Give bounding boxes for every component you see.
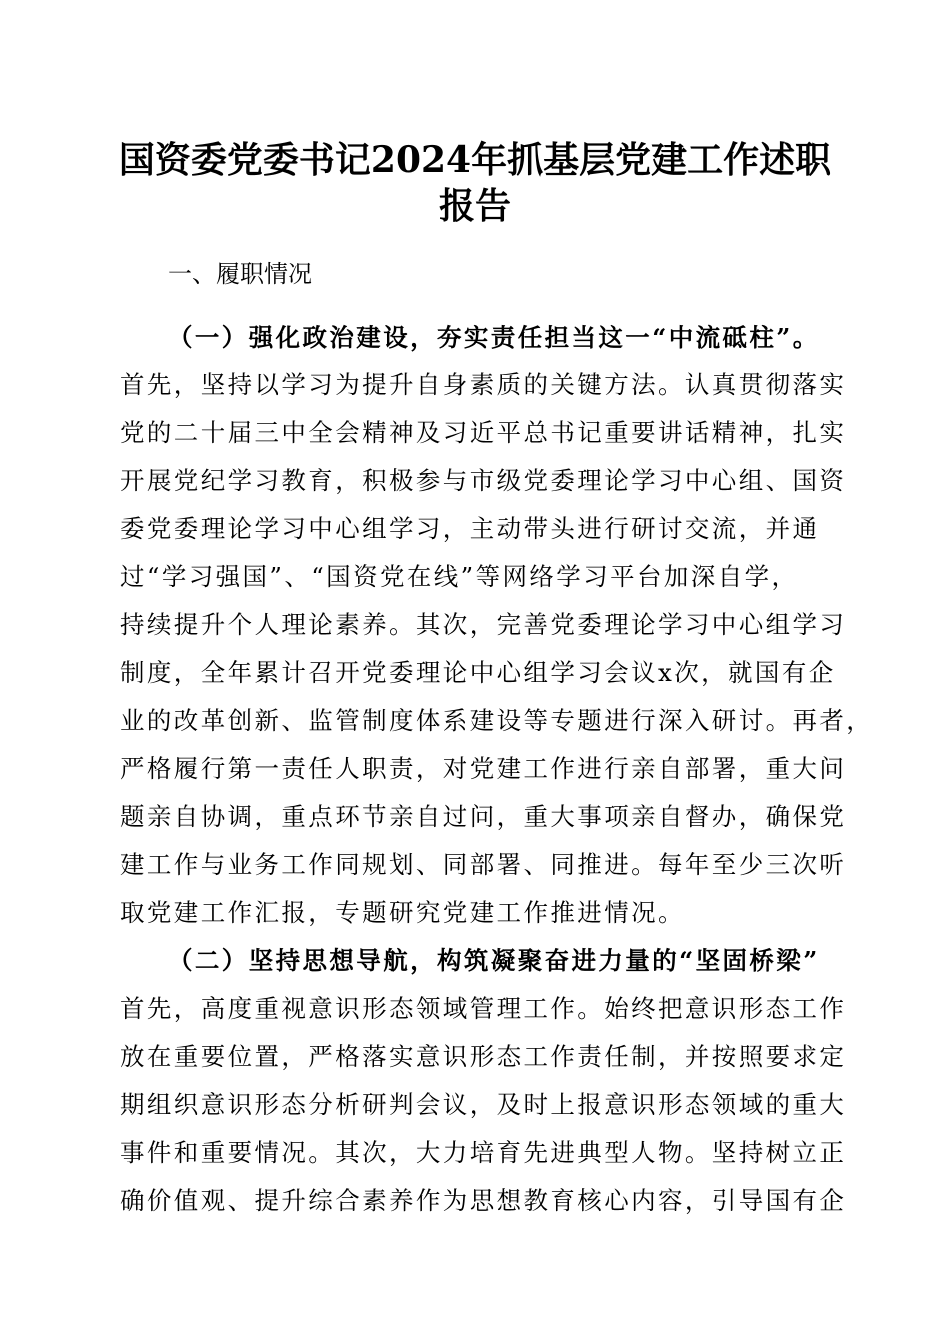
section-heading: 一、履职情况 xyxy=(168,260,312,288)
paragraph-line: 确价值观、提升综合素养作为思想教育核心内容，引导国有企 xyxy=(120,1186,847,1215)
paragraph-line: 持续提升个人理论素养。其次，完善党委理论学习中心组学习 xyxy=(120,610,847,639)
document-title: 国资委党委书记2024年抓基层党建工作述职 xyxy=(118,139,832,181)
paragraph-line: 制度，全年累计召开党委理论中心组学习会议x次，就国有企 xyxy=(120,658,836,687)
paragraph-line: 取党建工作汇报，专题研究党建工作推进情况。 xyxy=(120,898,685,927)
paragraph-line: 事件和重要情况。其次，大力培育先进典型人物。坚持树立正 xyxy=(120,1138,847,1167)
paragraph-line: 过“学习强国”、“国资党在线”等网络学习平台加深自学， xyxy=(120,562,799,591)
paragraph-line: 严格履行第一责任人职责，对党建工作进行亲自部署，重大问 xyxy=(120,754,847,783)
subsection-heading-2: （二）坚持思想导航，构筑凝聚奋进力量的“坚固桥梁” xyxy=(168,946,820,975)
paragraph-line: 党的二十届三中全会精神及习近平总书记重要讲话精神，扎实 xyxy=(120,418,847,447)
paragraph-line: 委党委理论学习中心组学习，主动带头进行研讨交流，并通 xyxy=(120,514,820,543)
paragraph-line: 开展党纪学习教育，积极参与市级党委理论学习中心组、国资 xyxy=(120,466,847,495)
paragraph-line: 建工作与业务工作同规划、同部署、同推进。每年至少三次听 xyxy=(120,850,847,879)
paragraph-line: 题亲自协调，重点环节亲自过问，重大事项亲自督办，确保党 xyxy=(120,802,847,831)
paragraph-line: 业的改革创新、监管制度体系建设等专题进行深入研讨。再者， xyxy=(120,706,874,735)
paragraph-line: 首先，高度重视意识形态领域管理工作。始终把意识形态工作 xyxy=(120,994,847,1023)
subsection-heading-1: （一）强化政治建设，夯实责任担当这一“中流砥柱”。 xyxy=(168,323,820,352)
paragraph-line: 放在重要位置，严格落实意识形态工作责任制，并按照要求定 xyxy=(120,1042,847,1071)
paragraph-line: 期组织意识形态分析研判会议，及时上报意识形态领域的重大 xyxy=(120,1090,847,1119)
document-title-continued: 报告 xyxy=(438,185,511,227)
paragraph-line: 首先，坚持以学习为提升自身素质的关键方法。认真贯彻落实 xyxy=(120,370,847,399)
